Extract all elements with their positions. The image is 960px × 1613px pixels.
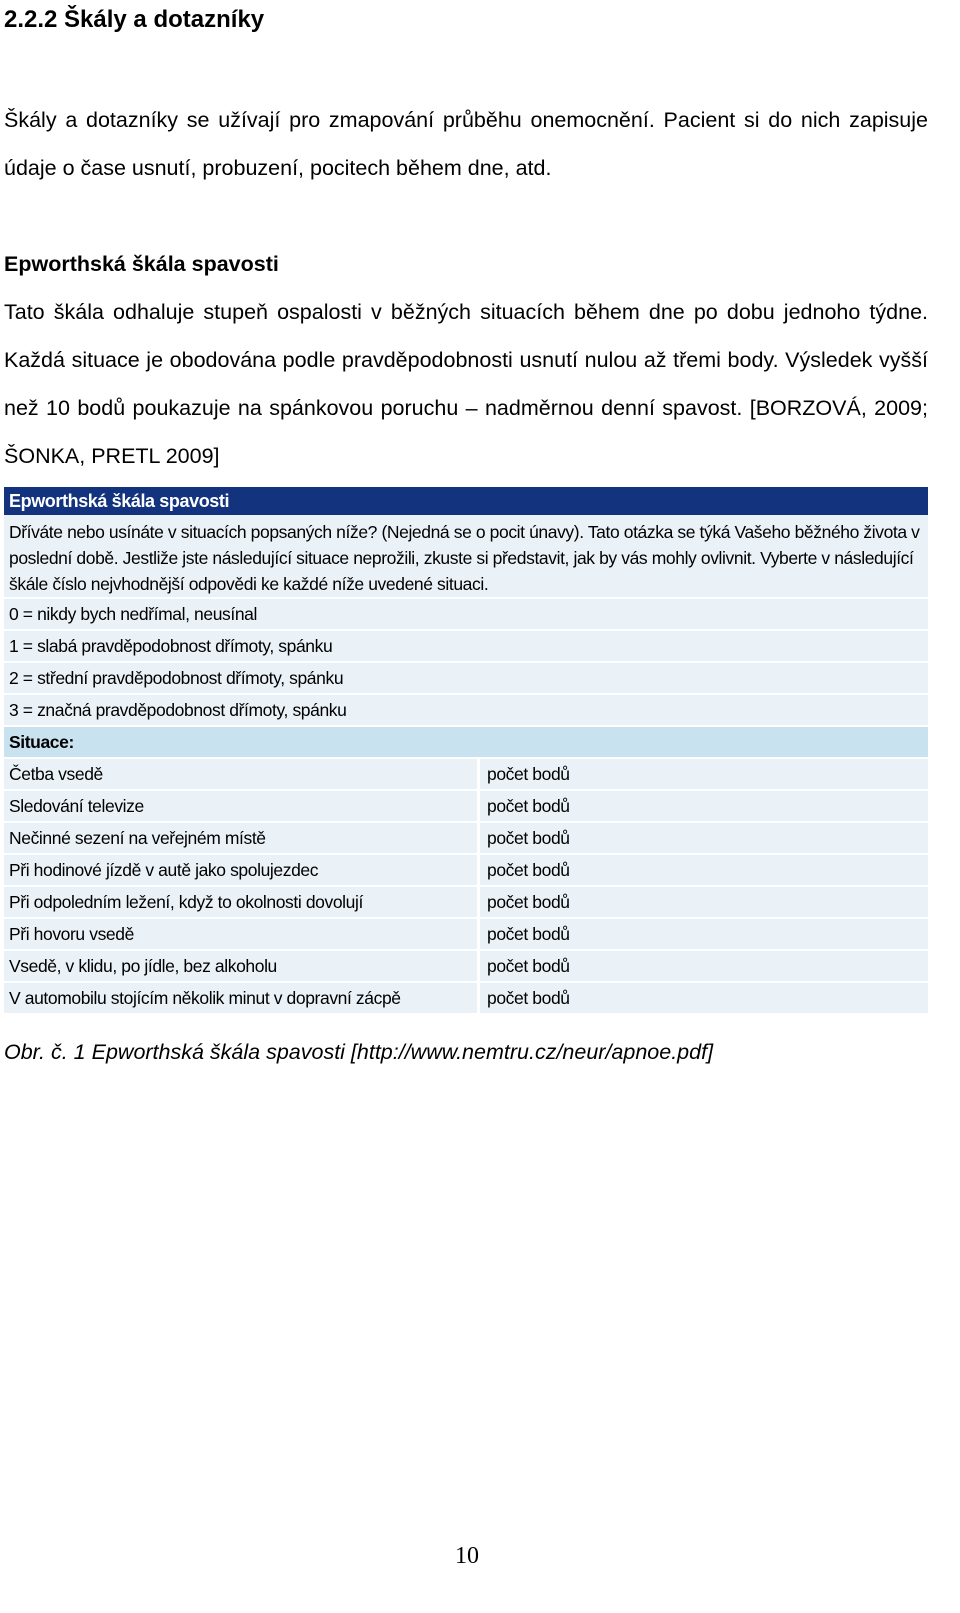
scale-row-2: 2 = střední pravděpodobnost dřímoty, spánku [4, 663, 928, 695]
scale-row-1: 1 = slabá pravděpodobnost dřímoty, spánku [4, 631, 928, 663]
situations-header: Situace: [4, 727, 928, 759]
situation-name: Nečinné sezení na veřejném místě [4, 823, 480, 853]
situation-score: počet bodů [480, 759, 928, 789]
figure-caption: Obr. č. 1 Epworthská škála spavosti [http://www.nemtru.cz/neur/apnoe.pdf] [4, 1040, 714, 1064]
situation-score: počet bodů [480, 983, 928, 1013]
epworth-subheading: Epworthská škála spavosti [4, 252, 279, 276]
situation-score: počet bodů [480, 855, 928, 885]
situation-row [4, 919, 928, 951]
situation-row [4, 759, 928, 791]
intro-paragraph: Škály a dotazníky se užívají pro zmapování průběhu onemocnění. Pacient si do nich zapisuje údaje o čase usnutí, probuzení, pocitech během dne, atd. [4, 108, 928, 180]
scale-row-3: 3 = značná pravděpodobnost dřímoty, spánku [4, 695, 928, 727]
situation-score: počet bodů [480, 791, 928, 821]
situation-score: počet bodů [480, 919, 928, 949]
figure-title: Epworthská škála spavosti [4, 487, 928, 515]
situation-row [4, 983, 928, 1015]
situation-row [4, 823, 928, 855]
situation-row [4, 951, 928, 983]
scale-row-0: 0 = nikdy bych nedřímal, neusínal [4, 599, 928, 631]
situation-score: počet bodů [480, 887, 928, 917]
situation-row [4, 887, 928, 919]
situation-name: V automobilu stojícím několik minut v dopravní zácpě [4, 983, 480, 1013]
situation-name: Při hodinové jízdě v autě jako spolujezdec [4, 855, 480, 885]
situation-name: Sledování televize [4, 791, 480, 821]
situation-row [4, 855, 928, 887]
situation-name: Vsedě, v klidu, po jídle, bez alkoholu [4, 951, 480, 981]
epworth-figure [4, 487, 928, 1015]
situation-score: počet bodů [480, 951, 928, 981]
section-heading: 2.2.2 Škály a dotazníky [4, 6, 265, 33]
epworth-description: Tato škála odhaluje stupeň ospalosti v běžných situacích během dne po dobu jednoho týdne. Každá situace je obodována podle pravděpodobnosti usnutí nulou až třemi body. Výsledek vyšší než 10 bodů poukazuje na spánkovou poruchu – nadměrnou denní spavost. [BORZOVÁ, 2009; ŠONKA, PRETL 2009] [4, 300, 928, 468]
situation-name: Při odpoledním ležení, když to okolnosti dovolují [4, 887, 480, 917]
page-number: 10 [455, 1543, 479, 1569]
situation-score: počet bodů [480, 823, 928, 853]
figure-instructions: Dříváte nebo usínáte v situacích popsaných níže? (Nejedná se o pocit únavy). Tato otázka se týká Vašeho běžného života v poslední době. Jestliže jste následující situace neprožili, zkuste si představit, jak by vás mohly ovlivnit. Vyberte v následující škále číslo nejvhodnější odpovědi ke každé níže uvedené situaci. [4, 515, 928, 599]
situation-name: Četba vsedě [4, 759, 480, 789]
situation-row [4, 791, 928, 823]
situation-name: Při hovoru vsedě [4, 919, 480, 949]
